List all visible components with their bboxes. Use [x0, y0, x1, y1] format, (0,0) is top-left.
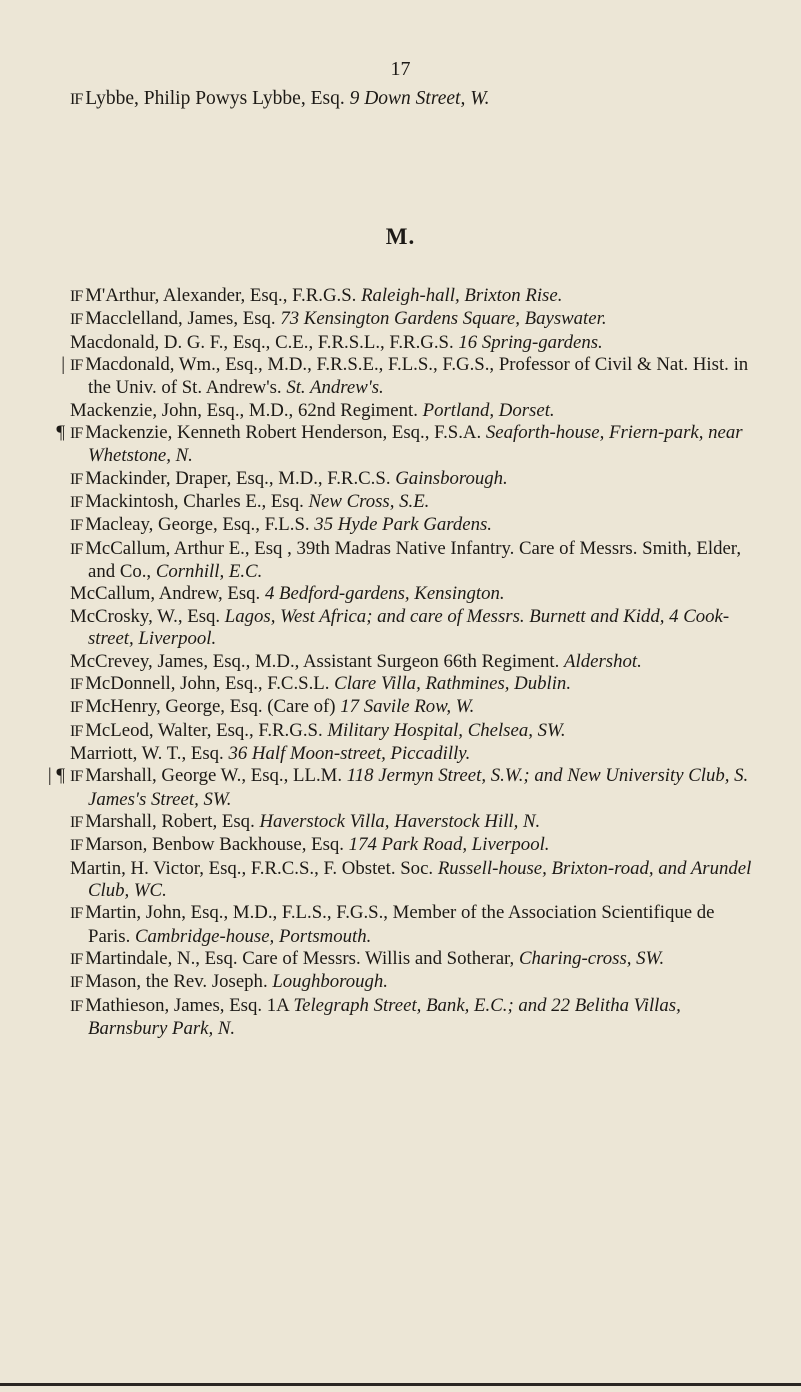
entry-address: 35 Hyde Park Gardens. [314, 514, 492, 536]
list-item [70, 514, 760, 537]
fellow-mark: IF [70, 311, 83, 329]
entry-name: Macclelland, James, Esq. [85, 308, 276, 330]
fellow-mark: IF [70, 540, 83, 558]
entry-address: Haverstock Villa, Haverstock Hill, N. [259, 810, 541, 832]
margin-mark: | [61, 354, 65, 376]
entry-name: Mason, the Rev. Joseph. [85, 971, 268, 993]
entry-name: Macdonald, Wm., Esq., M.D., F.R.S.E., F.L.S., F.G.S., Professor of Civil & Nat. Hist. in the Univ. of St. Andrew's. [85, 354, 749, 399]
list-item [70, 995, 760, 1041]
entry-address: Russell-house, Brixton-road, and Arundel Club, WC. [88, 857, 752, 901]
list-item [70, 834, 760, 857]
fellow-mark: IF [70, 950, 83, 968]
fellow-mark: IF [70, 837, 83, 855]
list-item [70, 651, 760, 673]
list-item [70, 743, 760, 765]
entry-address: Lagos, West Africa; and care of Messrs. Burnett and Kidd, 4 Cook-street, Liverpool. [88, 605, 730, 650]
fellow-mark: IF [70, 494, 83, 512]
entry-address: Aldershot. [564, 650, 642, 672]
entry-address: Portland, Dorset. [422, 399, 555, 421]
entry-name: Mackintosh, Charles E., Esq. [85, 491, 304, 513]
entry-list [47, 285, 760, 1040]
list-item [70, 583, 760, 605]
list-item [56, 422, 760, 468]
list-item [70, 720, 760, 743]
entry-name: Marriott, W. T., Esq. [70, 742, 224, 764]
list-item [70, 902, 760, 948]
entry-name: Mackinder, Draper, Esq., M.D., F.R.C.S. [85, 467, 391, 489]
list-item [70, 308, 760, 331]
list-item [47, 765, 760, 811]
entry-address: 118 Jermyn Street, S.W.; and New University Club, S. James's Street, SW. [88, 765, 749, 810]
entry-address: 73 Kensington Gardens Square, Bayswater. [280, 308, 607, 330]
entry-name: M'Arthur, Alexander, Esq., F.R.G.S. [85, 285, 357, 306]
list-item [70, 606, 760, 651]
entry-address: Seaforth-house, Friern-park, near Whetstone, N. [88, 422, 743, 467]
fellow-mark: IF [70, 974, 83, 992]
entry-address: 9 Down Street, W. [349, 88, 490, 109]
entry-name: Martin, John, Esq., M.D., F.L.S., F.G.S., Member of the Association Scientifique de Paris. [85, 902, 715, 947]
entry-name: Marshall, George W., Esq., LL.M. [85, 765, 343, 787]
entry-address: Cambridge-house, Portsmouth. [134, 925, 372, 947]
list-item [70, 332, 760, 354]
list-item [70, 858, 760, 903]
entry-address: New Cross, S.E. [308, 491, 430, 513]
fellow-mark: IF [70, 91, 83, 108]
list-item [70, 696, 760, 719]
entry-address: Loughborough. [272, 971, 389, 993]
fellow-mark: IF [70, 699, 83, 717]
entry-address: Gainsborough. [395, 467, 508, 489]
list-item [70, 491, 760, 514]
entry-address: 17 Savile Row, W. [340, 696, 475, 718]
entry-name: Mathieson, James, Esq. 1A [85, 994, 289, 1016]
entry-name: Marson, Benbow Backhouse, Esq. [85, 834, 344, 856]
fellow-mark: IF [70, 905, 83, 923]
entry-name: Martin, H. Victor, Esq., F.R.C.S., F. Obstet. Soc. [70, 857, 434, 879]
entry-name: McDonnell, John, Esq., F.C.S.L. [85, 672, 330, 694]
fellow-mark: IF [70, 768, 83, 786]
fellow-mark: IF [70, 813, 83, 831]
list-item [70, 538, 760, 584]
entry-name: Mackenzie, Kenneth Robert Henderson, Esq., F.S.A. [85, 422, 482, 444]
entry-name: Macdonald, D. G. F., Esq., C.E., F.R.S.L., F.R.G.S. [70, 331, 454, 353]
fellow-mark: IF [70, 425, 83, 443]
entry-address: 4 Bedford-gardens, Kensington. [264, 583, 505, 605]
entry-address: Charing-cross, SW. [518, 947, 665, 969]
list-item [70, 971, 760, 994]
fellow-mark: IF [70, 722, 83, 740]
list-item [70, 468, 760, 491]
fellow-mark: IF [70, 517, 83, 535]
entry-name: McCrevey, James, Esq., M.D., Assistant Surgeon 66th Regiment. [70, 650, 560, 672]
first-entry [70, 88, 490, 110]
entry-address: Military Hospital, Chelsea, SW. [327, 719, 566, 741]
fellow-mark: IF [70, 470, 83, 488]
entry-name: McCallum, Andrew, Esq. [70, 583, 261, 605]
entry-name: McCallum, Arthur E., Esq , 39th Madras Native Infantry. Care of Messrs. Smith, Elder, and Co., [85, 537, 742, 583]
fellow-mark: IF [70, 357, 83, 375]
entry-name: Lybbe, Philip Powys Lybbe, Esq. [85, 88, 345, 109]
entry-address: Clare Villa, Rathmines, Dublin. [334, 672, 572, 694]
entry-address: Telegraph Street, Bank, E.C.; and 22 Belitha Villas, Barnsbury Park, N. [88, 994, 681, 1039]
list-item [70, 673, 760, 696]
list-item [70, 400, 760, 422]
entry-address: Cornhill, E.C. [155, 561, 263, 583]
entry-address: St. Andrew's. [286, 377, 384, 399]
entry-name: McHenry, George, Esq. (Care of) [85, 696, 336, 718]
margin-mark: | ¶ [47, 765, 65, 787]
entry-address: 174 Park Road, Liverpool. [348, 834, 550, 856]
entry-name: Macleay, George, Esq., F.L.S. [85, 514, 310, 536]
bottom-rule [0, 1383, 801, 1386]
margin-mark: ¶ [56, 422, 65, 444]
entry-name: Mackenzie, John, Esq., M.D., 62nd Regiment. [70, 399, 418, 421]
list-item [61, 354, 760, 400]
list-item [70, 285, 760, 308]
fellow-mark: IF [70, 288, 83, 305]
list-item [70, 948, 760, 971]
entry-address: Raleigh-hall, Brixton Rise. [361, 285, 563, 306]
entry-address: 36 Half Moon-street, Piccadilly. [228, 742, 471, 764]
fellow-mark: IF [70, 997, 83, 1015]
entry-name: Martindale, N., Esq. Care of Messrs. Willis and Sotherar, [85, 947, 515, 969]
entry-name: Marshall, Robert, Esq. [85, 810, 255, 832]
fellow-mark: IF [70, 675, 83, 693]
entry-address: 16 Spring-gardens. [458, 331, 603, 353]
page-number: 17 [390, 58, 411, 80]
entry-name: McCrosky, W., Esq. [70, 605, 221, 627]
entry-name: McLeod, Walter, Esq., F.R.G.S. [85, 719, 323, 741]
section-letter: M. [385, 224, 416, 249]
list-item [70, 811, 760, 834]
